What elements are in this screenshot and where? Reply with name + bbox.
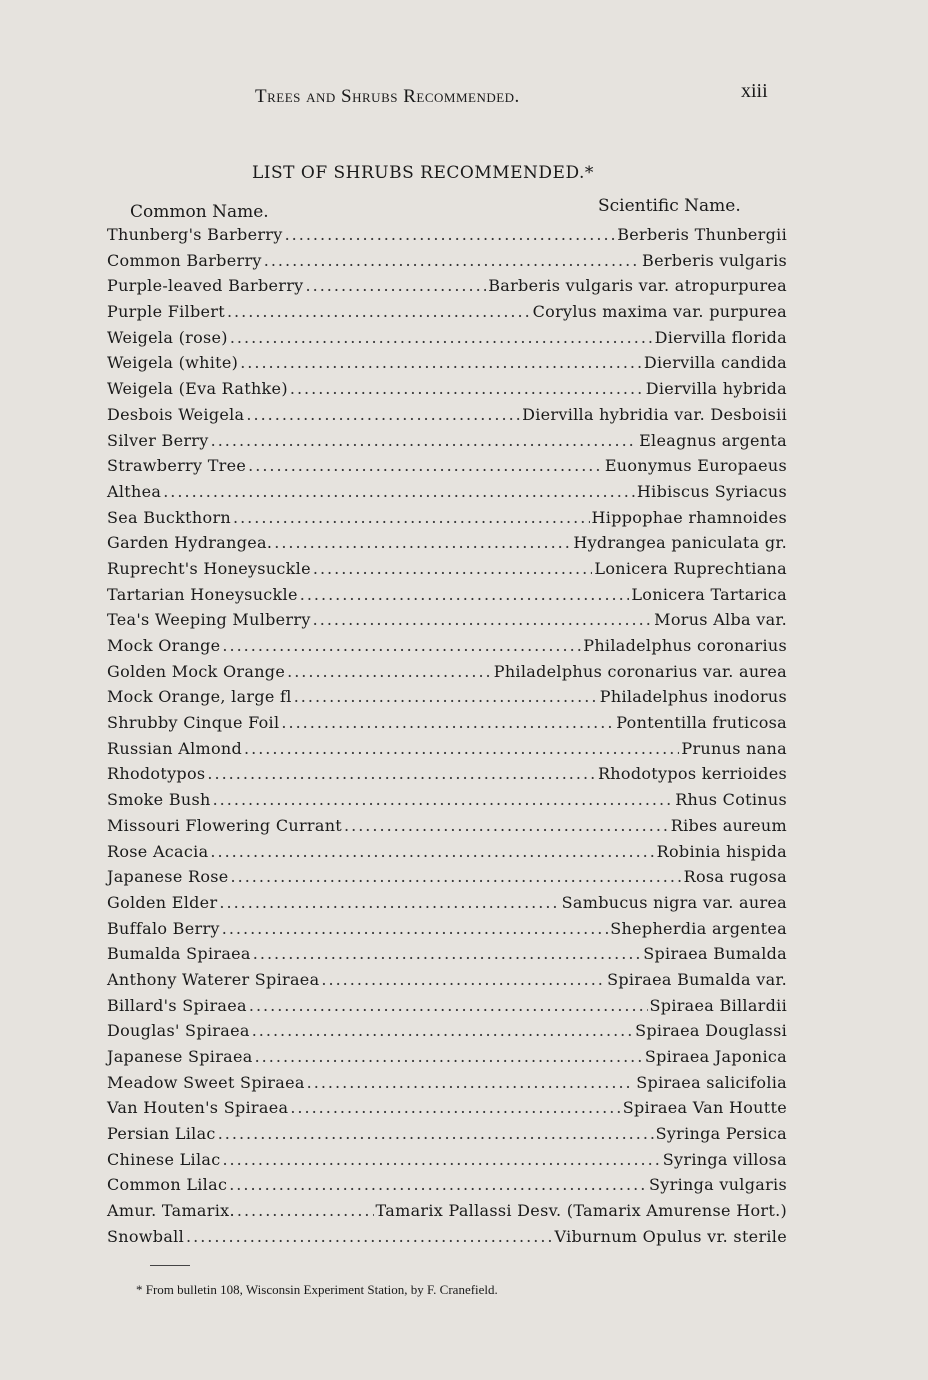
scientific-name: Robinia hispida — [656, 841, 787, 861]
shrub-list — [107, 222, 787, 1250]
list-item — [107, 222, 787, 248]
dot-leader — [186, 1224, 552, 1250]
common-name: Anthony Waterer Spiraea — [107, 969, 320, 989]
common-name: Common Barberry — [107, 250, 262, 270]
dot-leader — [344, 813, 669, 839]
common-name: Thunberg's Barberry — [107, 225, 283, 244]
dot-leader — [210, 839, 654, 865]
dot-leader — [281, 710, 614, 736]
dot-leader — [274, 530, 571, 556]
common-name: Amur. Tamarix. — [107, 1201, 235, 1221]
dot-leader — [248, 453, 603, 479]
dot-leader — [230, 325, 653, 351]
common-name: Weigela (Eva Rathke) — [107, 379, 288, 399]
dot-leader — [255, 1044, 643, 1070]
scientific-name: Sambucus nigra var. aurea — [561, 892, 787, 912]
dot-leader — [240, 350, 642, 376]
common-name: Japanese Rose — [107, 867, 229, 887]
list-item — [107, 684, 787, 710]
scientific-name: Spiraea Billardii — [649, 995, 787, 1015]
scientific-name: Spiraea Bumalda var. — [607, 969, 787, 989]
common-name: Weigela (rose) — [107, 327, 228, 347]
common-name: Tartarian Honeysuckle — [107, 584, 298, 604]
common-name: Bumalda Spiraea — [107, 944, 251, 964]
dot-leader — [285, 222, 616, 248]
common-name: Althea — [107, 481, 162, 501]
list-item — [107, 839, 787, 865]
scientific-name: Spiraea salicifolia — [636, 1072, 787, 1092]
scientific-name: Shepherdia argentea — [610, 918, 787, 938]
common-name: Meadow Sweet Spiraea — [107, 1072, 305, 1092]
dot-leader — [211, 428, 637, 454]
dot-leader — [306, 273, 487, 299]
scientific-name: Diervilla hybrida — [645, 379, 787, 399]
page-number: xiii — [741, 80, 768, 102]
list-item — [107, 376, 787, 402]
dot-leader — [231, 864, 682, 890]
list-item — [107, 736, 787, 762]
common-name: Missouri Flowering Currant — [107, 815, 343, 835]
common-name: Shrubby Cinque Foil — [107, 713, 280, 733]
scientific-name: Diervilla hybridia var. Desboisii — [522, 404, 787, 424]
dot-leader — [218, 1121, 654, 1147]
dot-leader — [290, 1095, 620, 1121]
common-name: Ruprecht's Honeysuckle — [107, 558, 311, 578]
scientific-name: Tamarix Pallassi Desv. (Tamarix Amurense Hort.) — [375, 1201, 787, 1221]
list-item — [107, 1044, 787, 1070]
scientific-name: Syringa villosa — [662, 1149, 787, 1169]
scientific-name: Spiraea Bumalda — [643, 944, 787, 964]
column-header-scientific-name: Scientific Name. — [598, 196, 741, 216]
common-name: Snowball — [107, 1226, 185, 1246]
list-item — [107, 607, 787, 633]
common-name: Mock Orange — [107, 636, 221, 655]
common-name: Buffalo Berry — [107, 918, 220, 938]
list-item — [107, 530, 787, 556]
list-item — [107, 967, 787, 993]
dot-leader — [246, 402, 520, 428]
scientific-name: Lonicera Tartarica — [631, 584, 787, 604]
dot-leader — [287, 659, 492, 685]
dot-leader — [264, 248, 640, 274]
dot-leader — [222, 633, 581, 659]
scientific-name: Hippophae rhamnoides — [591, 507, 787, 527]
dot-leader — [213, 787, 674, 813]
list-item — [107, 273, 787, 299]
common-name: Rose Acacia — [107, 841, 209, 861]
common-name: Garden Hydrangea. — [107, 533, 273, 553]
common-name: Smoke Bush — [107, 790, 211, 810]
column-header-common-name: Common Name. — [130, 202, 269, 222]
scientific-name: Rhus Cotinus — [675, 790, 787, 810]
scientific-name: Syringa vulgaris — [649, 1175, 787, 1195]
scientific-name: Corylus maxima var. purpurea — [532, 302, 787, 322]
list-item — [107, 1198, 787, 1224]
dot-leader — [219, 890, 559, 916]
scientific-name: Berberis vulgaris — [642, 250, 787, 270]
list-item — [107, 1147, 787, 1173]
scientific-name: Syringa Persica — [655, 1124, 787, 1144]
list-item — [107, 1224, 787, 1250]
list-item — [107, 993, 787, 1019]
list-item — [107, 1095, 787, 1121]
list-item — [107, 453, 787, 479]
running-head: Trees and Shrubs Recommended. — [255, 86, 520, 107]
list-item — [107, 1121, 787, 1147]
dot-leader — [222, 916, 609, 942]
list-item — [107, 505, 787, 531]
dot-leader — [300, 582, 630, 608]
scientific-name: Ribes aureum — [670, 815, 787, 835]
list-item — [107, 1172, 787, 1198]
list-item — [107, 890, 787, 916]
list-item — [107, 325, 787, 351]
scientific-name: Eleagnus argenta — [639, 430, 787, 450]
dot-leader — [294, 684, 598, 710]
scientific-name: Hydrangea paniculata gr. — [573, 533, 787, 553]
scientific-name: Rhodotypos kerrioides — [597, 764, 787, 784]
list-item — [107, 1018, 787, 1044]
common-name: Golden Elder — [107, 892, 218, 912]
common-name: Common Lilac — [107, 1175, 228, 1195]
list-item — [107, 582, 787, 608]
dot-leader — [229, 1172, 647, 1198]
list-item — [107, 428, 787, 454]
common-name: Silver Berry — [107, 430, 209, 450]
common-name: Strawberry Tree — [107, 456, 247, 476]
dot-leader — [252, 1018, 633, 1044]
scientific-name: Hibiscus Syriacus — [636, 481, 787, 501]
scientific-name: Spiraea Japonica — [644, 1047, 787, 1066]
list-item — [107, 941, 787, 967]
scientific-name: Diervilla candida — [643, 353, 787, 373]
list-item — [107, 350, 787, 376]
dot-leader — [222, 1147, 660, 1173]
dot-leader — [237, 1198, 374, 1224]
common-name: Chinese Lilac — [107, 1149, 221, 1169]
list-item — [107, 787, 787, 813]
scientific-name: Diervilla florida — [654, 327, 787, 347]
list-item — [107, 710, 787, 736]
list-item — [107, 659, 787, 685]
dot-leader — [313, 607, 652, 633]
scientific-name: Spiraea Van Houtte — [622, 1098, 787, 1118]
dot-leader — [227, 299, 531, 325]
dot-leader — [233, 505, 590, 531]
common-name: Desbois Weigela — [107, 404, 245, 424]
scientific-name: Berberis Thunbergii — [617, 225, 787, 244]
footnote-rule — [150, 1265, 190, 1266]
scientific-name: Morus Alba var. — [654, 610, 787, 630]
dot-leader — [313, 556, 593, 582]
list-item — [107, 813, 787, 839]
list-title: LIST OF SHRUBS RECOMMENDED.* — [252, 163, 594, 183]
dot-leader — [163, 479, 635, 505]
list-item — [107, 761, 787, 787]
list-item — [107, 402, 787, 428]
list-item — [107, 556, 787, 582]
scientific-name: Lonicera Ruprechtiana — [594, 558, 787, 578]
scientific-name: Philadelphus inodorus — [599, 687, 787, 707]
scientific-name: Viburnum Opulus vr. sterile — [554, 1226, 787, 1246]
common-name: Japanese Spiraea — [107, 1047, 253, 1066]
list-item — [107, 864, 787, 890]
dot-leader — [253, 941, 641, 967]
dot-leader — [244, 736, 679, 762]
dot-leader — [307, 1070, 635, 1096]
common-name: Billard's Spiraea — [107, 995, 247, 1015]
common-name: Purple Filbert — [107, 302, 225, 322]
scientific-name: Pontentilla fruticosa — [616, 713, 787, 733]
scientific-name: Rosa rugosa — [683, 867, 787, 887]
scientific-name: Philadelphus coronarius — [583, 636, 787, 655]
scientific-name: Euonymus Europaeus — [604, 456, 787, 476]
common-name: Purple-leaved Barberry — [107, 276, 304, 296]
scientific-name: Prunus nana — [681, 738, 787, 758]
common-name: Weigela (white) — [107, 353, 239, 373]
common-name: Rhodotypos — [107, 764, 206, 784]
dot-leader — [249, 993, 648, 1019]
scientific-name: Spiraea Douglassi — [635, 1021, 787, 1041]
scientific-name: Philadelphus coronarius var. aurea — [493, 661, 787, 681]
dot-leader — [321, 967, 605, 993]
list-item — [107, 248, 787, 274]
list-item — [107, 633, 787, 659]
list-item — [107, 479, 787, 505]
common-name: Mock Orange, large fl — [107, 687, 292, 707]
common-name: Persian Lilac — [107, 1124, 216, 1144]
dot-leader — [290, 376, 644, 402]
footnote: * From bulletin 108, Wisconsin Experiment Station, by F. Cranefield. — [136, 1282, 498, 1297]
common-name: Golden Mock Orange — [107, 661, 286, 681]
list-item — [107, 1070, 787, 1096]
list-item — [107, 299, 787, 325]
common-name: Tea's Weeping Mulberry — [107, 610, 311, 630]
scientific-name: Barberis vulgaris var. atropurpurea — [488, 276, 787, 296]
common-name: Douglas' Spiraea — [107, 1021, 250, 1041]
common-name: Russian Almond — [107, 738, 243, 758]
list-item — [107, 916, 787, 942]
common-name: Van Houten's Spiraea — [107, 1098, 289, 1118]
dot-leader — [207, 761, 596, 787]
common-name: Sea Buckthorn — [107, 507, 231, 527]
